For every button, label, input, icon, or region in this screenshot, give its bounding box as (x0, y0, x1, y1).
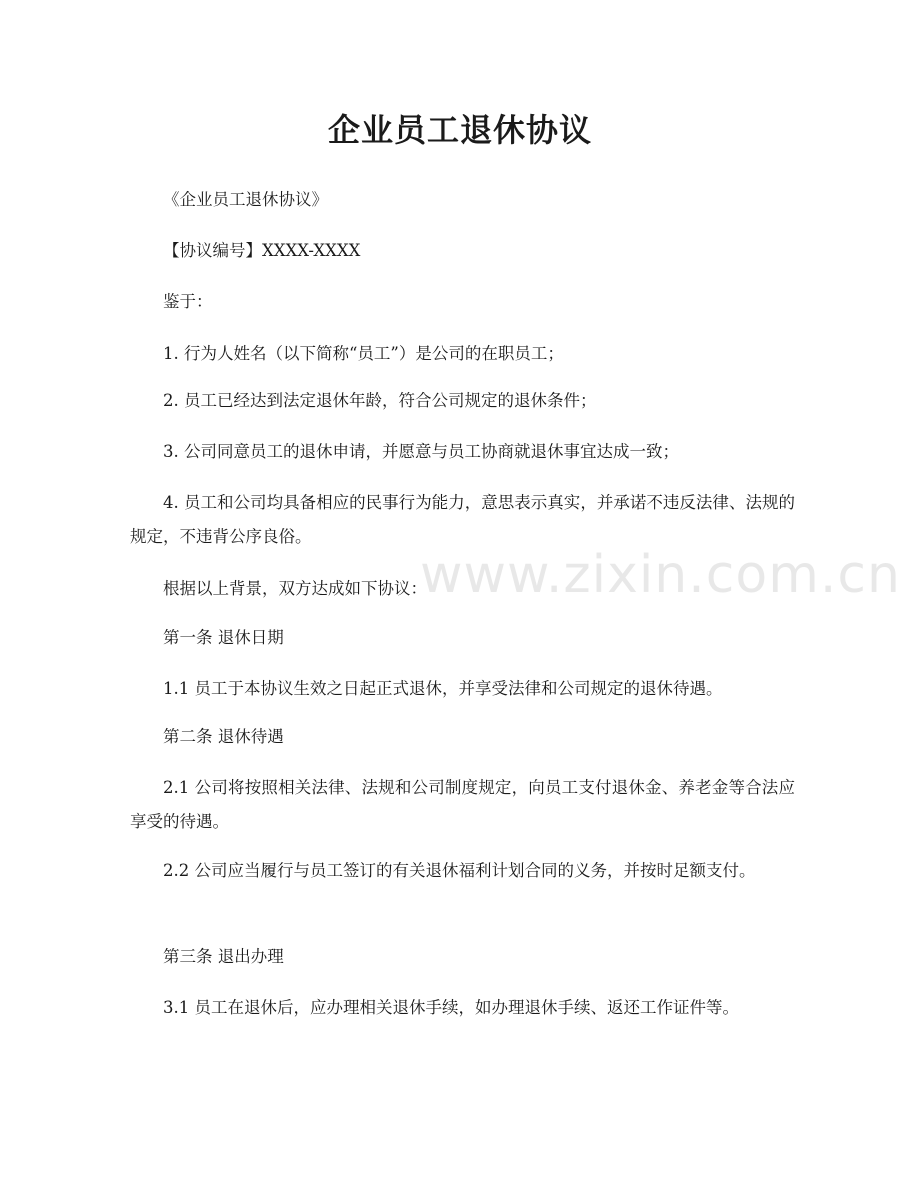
agreement-number: 【协议编号】XXXX-XXXX (163, 241, 361, 260)
article-1-heading: 第一条 退休日期 (163, 628, 284, 647)
article-2-clause-1: 2.1 公司将按照相关法律、法规和公司制度规定，向员工支付退休金、养老金等合法应享受的待遇。 (130, 778, 795, 831)
whereas-heading: 鉴于： (163, 292, 213, 311)
document-title: 企业员工退休协议 (327, 111, 592, 149)
whereas-item-3: 3. 公司同意员工的退休申请，并愿意与员工协商就退休事宜达成一致； (163, 442, 679, 461)
article-2-clause-2: 2.2 公司应当履行与员工签订的有关退休福利计划合同的义务，并按时足额支付。 (163, 861, 756, 880)
article-3-clause-1: 3.1 员工在退休后，应办理相关退休手续，如办理退休手续、返还工作证件等。 (163, 998, 739, 1017)
whereas-item-2: 2. 员工已经达到法定退休年龄，符合公司规定的退休条件； (163, 391, 597, 410)
article-3-heading: 第三条 退出办理 (163, 947, 284, 966)
whereas-item-4: 4. 员工和公司均具备相应的民事行为能力，意思表示真实，并承诺不违反法律、法规的规定，不违背公序良俗。 (130, 493, 795, 546)
document-name: 《企业员工退休协议》 (163, 190, 328, 209)
watermark-text: www.zixin.com.cn (420, 545, 901, 605)
agreement-intro: 根据以上背景，双方达成如下协议： (163, 579, 427, 598)
whereas-item-1: 1. 行为人姓名（以下简称“员工”）是公司的在职员工； (163, 344, 564, 363)
article-2-heading: 第二条 退休待遇 (163, 727, 284, 746)
article-1-clause-1: 1.1 员工于本协议生效之日起正式退休，并享受法律和公司规定的退休待遇。 (163, 679, 723, 698)
